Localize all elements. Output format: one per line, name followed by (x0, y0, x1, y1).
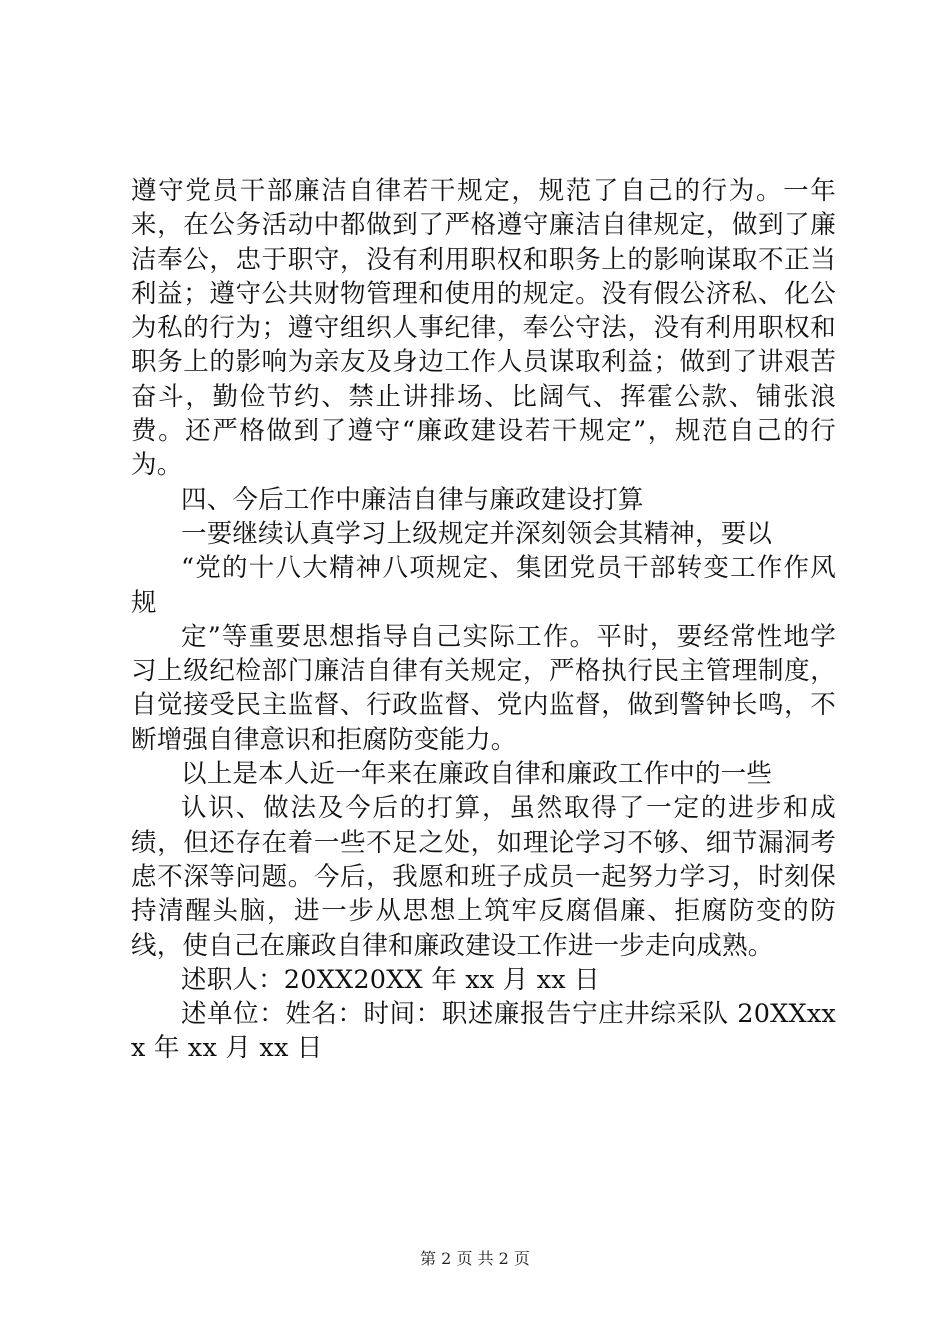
section-heading-future-plan: 四、今后工作中廉洁自律与廉政建设打算 (181, 484, 644, 515)
document-body (131, 174, 836, 1066)
paragraph-study-regulations: 一要继续认真学习上级规定并深刻领会其精神，要以 (181, 518, 773, 549)
paragraph-integrity-compliance: 遵守党员干部廉洁自律若干规定，规范了自己的行为。一年来，在公务活动中都做到了严格遵守廉洁自律规定，做到了廉洁奉公，忠于职守，没有利用职权和职务上的影响谋取不正当利益；遵守公共财物管理和使用的规定。没有假公济私、化公为私的行为；遵守组织人事纪律，奉公守法，没有利用职权和职务上的影响为亲友及身边工作人员谋取利益；做到了讲艰苦奋斗，勤俭节约、禁止讲排场、比阔气、挥霍公款、铺张浪费。还严格做到了遵守“廉政建设若干规定”，规范自己的行为。 (131, 176, 836, 481)
reporter-date-line: 述职人：20XX20XX 年 xx 月 xx 日 (181, 964, 600, 995)
unit-name-time-line: 述单位：姓名：时间：职述廉报告宁庄井综采队 20XXxxx 年 xx 月 xx 日 (131, 999, 836, 1064)
page-number-footer: 第 2 页 共 2 页 (420, 1249, 530, 1268)
paragraph-party-spirit-quote: “党的十八大精神八项规定、集团党员干部转变工作作风规 (131, 553, 836, 618)
paragraph-summary-body: 认识、做法及今后的打算，虽然取得了一定的进步和成绩，但还存在着一些不足之处，如理论学习不够、细节漏洞考虑不深等问题。今后，我愿和班子成员一起努力学习，时刻保持清醒头脑，进一步从思想上筑牢反腐倡廉、拒腐防变的防线，使自己在廉政自律和廉政建设工作进一步走向成熟。 (131, 793, 836, 961)
paragraph-summary-intro: 以上是本人近一年来在廉政自律和廉政工作中的一些 (181, 759, 773, 790)
paragraph-guiding-thought: 定”等重要思想指导自己实际工作。平时，要经常性地学习上级纪检部门廉洁自律有关规定，严格执行民主管理制度，自觉接受民主监督、行政监督、党内监督，做到警钟长鸣，不断增强自律意识和拒腐防变能力。 (131, 621, 836, 755)
